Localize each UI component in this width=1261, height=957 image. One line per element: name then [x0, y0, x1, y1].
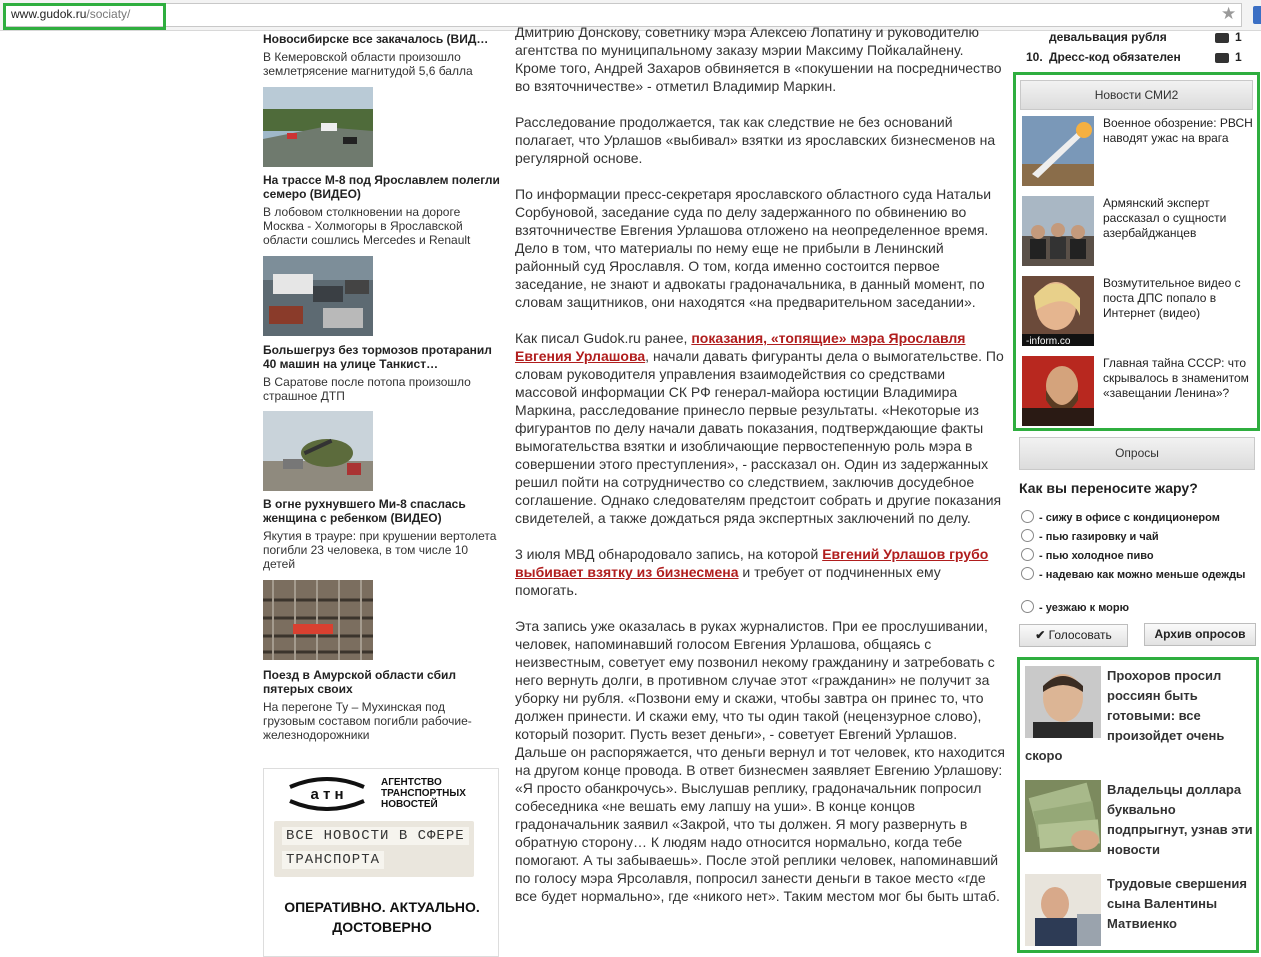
article-paragraph: Как писал Gudok.ru ранее, показания, «топящие» мэра Ярославля Евгения Урлашова, начали давать фигуранты дела о вымогательстве. По словам руководителя управления взаимодействия со средствами массовой информации СК РФ генерал-майора юстиции Владимира Маркина, расследование принесло первые результаты. «Некоторые из фигурантов по делу начали давать показания, подтверждающие факты вымогательства взятки и изобличающие первостепенную роль мэра в совершении этого преступления», - рассказал он. Один из задержанных решил пойти на сотрудничество со следствием, заключив досудебное соглашение. Однако следователям предстоит собрать и другие показания свидетелей, а также дождаться ряда экспертных заключений по делу. [515, 330, 1004, 526]
atn-logo [282, 775, 372, 811]
poll-archive-button[interactable]: Архив опросов [1144, 623, 1256, 646]
radio-button[interactable] [1021, 529, 1034, 542]
promo-thumbnail[interactable] [1025, 780, 1101, 852]
smi2-item-text[interactable]: Военное обозрение: РВСН наводят ужас на врага [1103, 116, 1253, 145]
comment-icon [1215, 53, 1229, 63]
article-paragraph: По информации пресс-секретаря ярославского областного суда Натальи Сорбуновой, заседание суда по делу задержанного по обвинению во взяточничестве Евгения Урлашова отложено на неопределенное время. Дело в том, что материалы по нему еще не прибыли в Ленинский районный суд Ярославля. О том, когда именно состоится первое заседание, не знают и адвокаты градоначальника, в данный момент, по словам защитников, они находятся «на предварительном заседании». [515, 186, 992, 310]
checkmark-icon: ✔ [1035, 628, 1046, 642]
smi2-news-box [1013, 72, 1260, 431]
ranking-item-title[interactable]: девальвация рубля [1049, 30, 1167, 44]
atn-logo-letters: а т н [310, 786, 344, 803]
smi2-item[interactable] [1022, 356, 1254, 428]
promo-item-text[interactable]: Трудовые свершения сына Валентины Матвиенко [1107, 876, 1247, 931]
news-title[interactable]: На трассе М-8 под Ярославлем полегли семеро (ВИДЕО) [263, 173, 500, 201]
vote-button[interactable]: ✔ Голосовать [1019, 624, 1128, 647]
smi2-thumbnail[interactable] [1022, 276, 1094, 346]
news-thumbnail[interactable] [263, 256, 373, 336]
smi2-item[interactable] [1022, 196, 1254, 268]
radio-button[interactable] [1021, 600, 1034, 613]
promo-item[interactable] [1025, 666, 1253, 766]
radio-button[interactable] [1021, 567, 1034, 580]
poll-question: Как вы переносите жару? [1019, 480, 1198, 496]
smi2-thumbnail[interactable] [1022, 356, 1094, 426]
ranking-item-number: 10. [1026, 50, 1043, 64]
article-paragraph: Дмитрию Донскову, советнику мэра Алексею Лопатину и руководителю агентства по муниципальному заказу мэрии Максиму Пойкалайнену. Кроме того, Андрей Захаров обвиняется в «покушении на посредничество во взяточничестве» - отметил Владимир Маркин. [515, 24, 1002, 94]
news-thumbnail[interactable] [263, 580, 373, 660]
promo-thumbnail[interactable] [1025, 666, 1101, 738]
smi2-item[interactable] [1022, 116, 1254, 188]
atn-ad-banner[interactable] [263, 768, 499, 957]
promo-thumbnail[interactable] [1025, 874, 1101, 946]
radio-button[interactable] [1021, 510, 1034, 523]
promo-item[interactable] [1025, 780, 1253, 860]
list-item[interactable] [263, 256, 499, 403]
news-title[interactable]: Поезд в Амурской области сбил пятерых своих [263, 668, 456, 696]
article-body [515, 23, 1007, 923]
smi2-item[interactable] [1022, 276, 1254, 348]
radio-button[interactable] [1021, 548, 1034, 561]
article-link-testimony[interactable]: показания, «топящие» мэра Ярославля Евгения Урлашова [515, 330, 966, 364]
url-text[interactable]: www.gudok.ru/sociaty/ [11, 7, 131, 21]
article-paragraph: Расследование продолжается, так как следствие не без оснований полагает, что Урлашов «выбивал» взятки из ярославских бизнесменов на регулярной основе. [515, 114, 996, 166]
smi2-item-text[interactable]: Возмутительное видео с поста ДПС попало в Интернет (видео) [1103, 276, 1241, 320]
news-desc: В Саратове после потопа произошло страшное ДТП [263, 375, 471, 403]
poll-option[interactable]: - сижу в офисе с кондиционером [1021, 510, 1257, 526]
news-desc: Якутия в трауре: при крушении вертолета погибли 23 человека, в том числе 10 детей [263, 529, 497, 571]
news-desc: На перегоне Ту – Мухинская под грузовым составом погибли рабочие-железнодорожники [263, 700, 472, 742]
agency-name: АГЕНТСТВО ТРАНСПОРТНЫХ НОВОСТЕЙ [381, 777, 466, 810]
news-thumbnail[interactable] [263, 87, 373, 167]
news-desc: В Кемеровской области произошло землетрясение магнитудой 5,6 балла [263, 50, 473, 78]
poll-option[interactable]: - пью газировку и чай [1021, 529, 1257, 545]
smi2-item-text[interactable]: Армянский эксперт рассказал о сущности азербайджанцев [1103, 196, 1227, 240]
comment-count: 1 [1235, 50, 1242, 64]
svg-text:-inform.co: -inform.co [1026, 336, 1071, 346]
article-paragraph: Эта запись уже оказалась в руках журналистов. При ее прослушивании, человек, напоминавший голосом Евгения Урлашова, общаясь с неизвестным, советует ему позвонил некому гражданину и затребовать с него вернуть долги, в противном случае этот «гражданин» не получит за уборку ни рубля. «Позвони ему и скажи, чтобы завтра он принес то, что должен принести. И скажи ему, что ты один такой (нецензурное слово), который позорит. Пусть везет деньги», - советует Евгений Урлашов. Дальше он распоряжается, что деньги вернул и тот человек, кто находится на другом конце провода. В ответ бизнесмен заявляет Евгению Урлашову: «Я просто обанкрочусь». Выслушав реплику, градоначальник попросил собеседника «не вешать ему лапшу на уши». В конце концов градоначальник заявил «Закрой, что ты должен. Я могу развернуть в обратную сторону… К людям надо относится нормально, когда тебе помогают. А ты забываешь». После этой реплики человек, напоминавший по голосу мэра Ярсолавля, попросил занести деньги в такое место «где все будет нормально», где «никого нет». Таким местом мог бы быть штаб. [515, 618, 1005, 904]
poll-option[interactable]: - надеваю как можно меньше одежды [1021, 567, 1251, 583]
news-thumbnail[interactable] [263, 411, 373, 491]
article-link-bribe-video[interactable]: Евгений Урлашов грубо выбивает взятку из бизнесмена [515, 546, 989, 580]
ad-plate [274, 821, 474, 877]
promo-news-box [1017, 657, 1259, 953]
smi2-thumbnail[interactable] [1022, 116, 1094, 186]
news-title[interactable]: Большегруз без тормозов протаранил 40 машин на улице Танкист… [263, 343, 492, 371]
promo-item-text[interactable]: Прохоров просил россиян быть готовыми: все произойдет очень скоро [1025, 668, 1225, 763]
list-item[interactable] [263, 580, 483, 742]
promo-item-text[interactable]: Владельцы доллара буквально подпрыгнут, узнав эти новости [1107, 782, 1253, 857]
news-title[interactable]: Новосибирске все закачалось (ВИД… [263, 32, 489, 46]
smi2-header[interactable]: Новости СМИ2 [1020, 80, 1253, 110]
news-desc: В лобовом столкновении на дороге Москва - Холмогоры в Ярославской области сошлись Mercedes и Renault [263, 205, 471, 247]
ad-plate-line-1: ВСЕ НОВОСТИ В СФЕРЕ [282, 827, 469, 845]
ad-slogan: ОПЕРАТИВНО. АКТУАЛЬНО. ДОСТОВЕРНО [284, 899, 480, 935]
ranking-item-title[interactable]: Дресс-код обязателен [1049, 50, 1181, 64]
poll-option[interactable]: - уезжаю к морю [1021, 600, 1257, 616]
ad-plate-line-2: ТРАНСПОРТА [282, 851, 384, 869]
list-item[interactable] [263, 411, 499, 571]
promo-item[interactable] [1025, 874, 1253, 946]
list-item[interactable] [263, 87, 503, 247]
comment-icon [1215, 33, 1229, 43]
news-title[interactable]: В огне рухнувшего Ми-8 спаслась женщина с ребенком (ВИДЕО) [263, 497, 466, 525]
smi2-thumbnail[interactable] [1022, 196, 1094, 266]
bookmark-star-icon[interactable]: ★ [1221, 4, 1237, 23]
comment-count: 1 [1235, 30, 1242, 44]
poll-option[interactable]: - пью холодное пиво [1021, 548, 1257, 564]
poll-header[interactable]: Опросы [1019, 437, 1255, 470]
article-paragraph: 3 июля МВД обнародовало запись, на которой Евгений Урлашов грубо выбивает взятку из бизнесмена и требует от подчиненных ему помогать. [515, 546, 989, 598]
url-highlight-box [3, 3, 166, 30]
smi2-item-text[interactable]: Главная тайна СССР: что скрывалось в знаменитом «завещании Ленина»? [1103, 356, 1249, 400]
browser-menu-icon[interactable] [1253, 6, 1261, 24]
